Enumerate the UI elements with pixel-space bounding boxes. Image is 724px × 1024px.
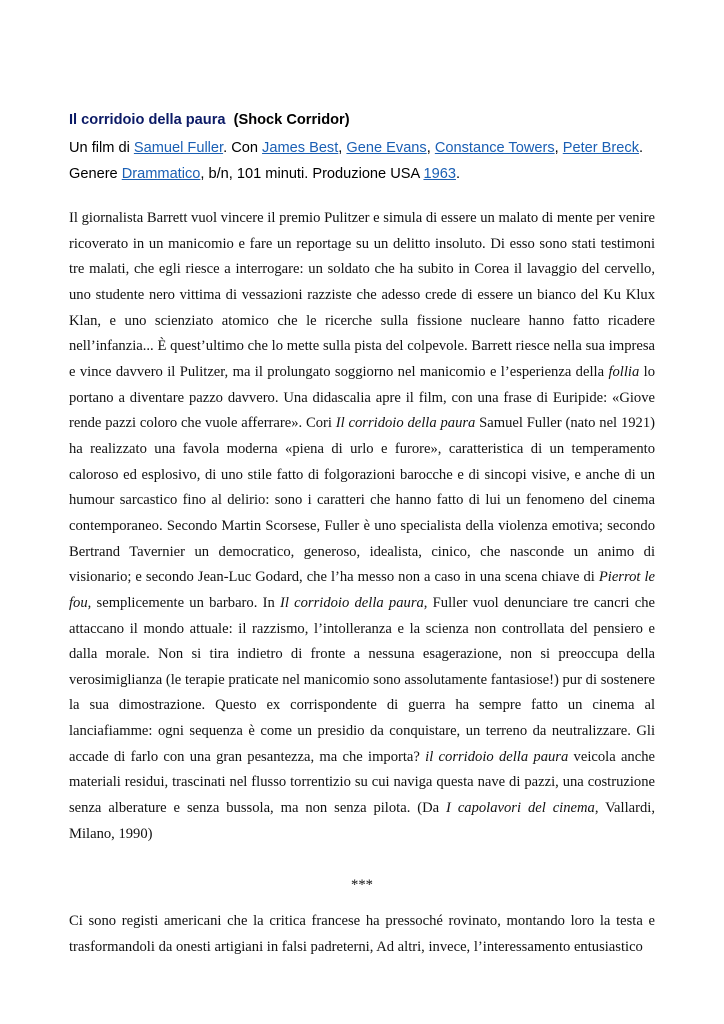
genre-prefix: Genere: [69, 166, 122, 182]
review-text: , semplicemente un barbaro. In: [87, 594, 280, 611]
review-text: Samuel Fuller (nato nel 1921) ha realizzato una favola moderna «piena di urlo e furore», caratteristica di un temperamento caloroso ed esplosivo, di uno stile fatto di folgorazioni barocche e di sincopi visive, e anche di un humour sarcastico fino al delirio: sono i caratteri che hanno fatto di lui un fenomeno del cinema contemporaneo. Secondo Martin Scorsese, Fuller è uno specialista della violenza emotiva; secondo Bertrand Tavernier un democratico, generoso, idealista, cinico, che nasconde un animo di visionario; e secondo Jean-Luc Godard, che l’ha messo non a caso in una scena chiave di: [69, 415, 655, 586]
credits-end: .: [639, 140, 644, 156]
genre-details: , b/n, 101 minuti. Produzione USA: [200, 166, 424, 182]
credits-line: [69, 135, 669, 161]
review-source-ref: I capolavori del cinema: [446, 800, 595, 817]
review-title-ref: Pierrot le fou: [69, 569, 656, 611]
actor-link[interactable]: Constance Towers: [434, 140, 555, 156]
review-text: lo portano a diventare pazzo davvero. Una didascalia apre il film, con una frase di Euripide: «Giove rende pazzi coloro che vuole afferrare». Cori: [69, 363, 655, 432]
actor-link[interactable]: James Best: [262, 140, 339, 156]
actor-separator: ,: [338, 140, 347, 156]
actor-separator: ,: [426, 140, 435, 156]
film-original-title: (Shock Corridor): [233, 112, 350, 128]
review-text: , Fuller vuol denunciare tre cancri che attaccano il mondo attuale: il razzismo, l’intolleranza e la scienza non controllata del pensiero e dalla morale. Non si tira indietro di fronte a nessuna esagerazione, non si preoccupa della verosimiglianza (le terapie praticate nel manicomio sono assolutamente fantasiose!) pur di sostenere la sua dimostrazione. Questo ex corrispondente di guerra ha sempre fatto un cinema al lanciafiamme: ogni sequenza è come un presidio da conquistare, un terreno da neutralizzare. Gli accade di farlo con una gran pesantezza, ma che importa?: [69, 594, 655, 765]
genre-end: .: [455, 166, 461, 182]
actor-link[interactable]: Gene Evans: [346, 140, 427, 156]
film-title: Il corridoio della paura: [69, 112, 226, 128]
review-text: veicola anche materiali residui, trascinati nel flusso torrentizio su cui naviga questa nave di pazzi, una costruzione senza alberature e senza bussola, ma non senza pilota. (Da: [69, 748, 655, 817]
review-title-ref: Il corridoio della paura: [279, 594, 424, 611]
film-title-line: [69, 110, 669, 130]
genre-link[interactable]: Drammatico: [121, 166, 201, 182]
review-title-ref: il corridoio della paura: [425, 748, 569, 765]
section-separator: ***: [351, 877, 373, 894]
credits-prefix: Un film di: [69, 140, 134, 156]
review-body: [69, 206, 655, 961]
actor-separator: ,: [554, 140, 563, 156]
review-text: , Vallardi, Milano, 1990): [69, 800, 655, 842]
genre-line: [69, 161, 669, 187]
review-paragraph: [69, 206, 655, 847]
actor-link[interactable]: Peter Breck: [562, 140, 639, 156]
director-link[interactable]: Samuel Fuller: [133, 140, 224, 156]
film-header: [69, 110, 669, 187]
review-emphasis: follia: [608, 363, 640, 380]
review-title-ref: Il corridoio della paura: [335, 415, 476, 432]
year-link[interactable]: 1963: [423, 166, 456, 182]
review-text: Il giornalista Barrett vuol vincere il premio Pulitzer e simula di essere un malato di mente per venire ricoverato in un manicomio e fare un reportage su un delitto insoluto. Di esso sono stati testimoni tre malati, che egli riesce a interrogare: un soldato che ha subito in Corea il lavaggio del cervello, uno studente nero vittima di vessazioni razziste che adesso crede di essere un bianco del Ku Klux Klan, e uno scienziato atomico che le ricerche sulla fissione nucleare hanno fatto ricadere nell’infanzia... È quest’ultimo che lo mette sulla pista del colpevole. Barrett riesce nella sua impresa e vince davvero il Pulitzer, ma il prolungato soggiorno nel manicomio e l’esperienza della: [69, 210, 655, 380]
next-paragraph: Ci sono registi americani che la critica francese ha pressoché rovinato, montando loro la testa e trasformandoli da onesti artigiani in falsi padreterni, Ad altri, invece, l’interessamento entusiastico: [69, 913, 655, 956]
credits-con: . Con: [223, 140, 263, 156]
